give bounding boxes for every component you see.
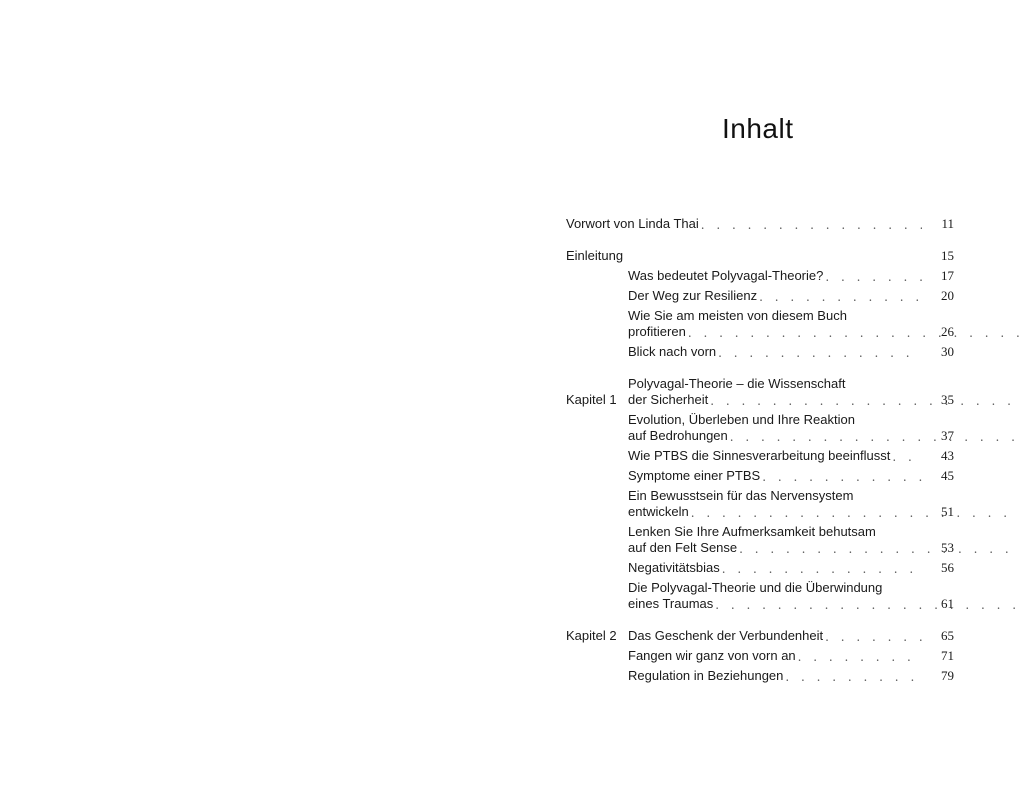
toc-chapter-row[interactable] [566, 626, 954, 646]
toc-entry-line: Ein Bewusstsein für das Nervensystem [628, 488, 854, 503]
toc-entry-line: Einleitung [566, 248, 624, 263]
toc-entry-line: eines Traumas [628, 596, 714, 611]
page-number: 53 [941, 540, 954, 555]
leader-dots [715, 598, 1020, 612]
toc-entry-line: Symptome einer PTBS [628, 468, 761, 483]
toc-entry-title [628, 376, 928, 408]
toc-entry-title [628, 648, 928, 664]
page-number: 65 [941, 628, 954, 643]
toc-entry-line: Regulation in Beziehungen [628, 668, 784, 683]
table-of-contents [566, 214, 954, 698]
toc-entry-line: auf Bedrohungen [628, 428, 728, 443]
toc-entry-row[interactable] [566, 522, 954, 558]
toc-entry-line: Vorwort von Linda Thai [566, 216, 699, 231]
page-number: 20 [941, 288, 954, 303]
page-title: Inhalt [722, 113, 794, 144]
leader-dots [730, 430, 1020, 444]
toc-entry-title [628, 268, 928, 284]
toc-entry-row[interactable] [566, 578, 954, 614]
toc-entry-title [628, 560, 928, 576]
toc-entry-title [628, 344, 928, 360]
toc-entry-title [566, 248, 928, 264]
toc-entry-title [628, 488, 928, 520]
toc-entry-line: Wie PTBS die Sinnesverarbeitung beeinflusst [628, 448, 891, 463]
page-number: 51 [941, 504, 954, 519]
page-number: 61 [941, 596, 954, 611]
toc-entry-row[interactable] [566, 342, 954, 362]
leader-dots [739, 542, 1020, 556]
toc-entry-title [628, 524, 928, 556]
page-number: 15 [941, 248, 954, 263]
toc-entry-line: Polyvagal-Theorie – die Wissenschaft [628, 376, 846, 391]
page-number: 45 [941, 468, 954, 483]
toc-section [566, 374, 954, 614]
toc-entry-line: entwickeln [628, 504, 689, 519]
leader-dots [825, 270, 922, 284]
toc-entry-line: Die Polyvagal-Theorie und die Überwindung [628, 580, 883, 595]
toc-entry-row[interactable] [566, 306, 954, 342]
toc-section [566, 214, 954, 234]
page-number: 17 [941, 268, 954, 283]
page-number: 30 [941, 344, 954, 359]
leader-dots [688, 326, 1020, 340]
toc-entry-row[interactable] [566, 486, 954, 522]
toc-entry-line: der Sicherheit [628, 392, 709, 407]
toc-entry-line: Wie Sie am meisten von diesem Buch [628, 308, 847, 323]
toc-section [566, 246, 954, 362]
chapter-label: Kapitel 1 [566, 392, 617, 407]
leader-dots [710, 394, 1020, 408]
leader-dots [718, 346, 922, 360]
toc-chapter-row[interactable] [566, 246, 954, 266]
chapter-label: Kapitel 2 [566, 628, 617, 643]
page-number: 43 [941, 448, 954, 463]
toc-entry-line: Negativitätsbias [628, 560, 720, 575]
leader-dots [785, 670, 922, 684]
leader-dots [691, 506, 1020, 520]
toc-entry-row[interactable] [566, 446, 954, 466]
toc-entry-row[interactable] [566, 558, 954, 578]
toc-entry-line: profitieren [628, 324, 686, 339]
toc-entry-line: Der Weg zur Resilienz [628, 288, 758, 303]
toc-entry-line: Was bedeutet Polyvagal-Theorie? [628, 268, 824, 283]
toc-entry-title [628, 308, 928, 340]
leader-dots [892, 450, 922, 464]
leader-dots [762, 470, 922, 484]
toc-entry-row[interactable] [566, 466, 954, 486]
page-number: 79 [941, 668, 954, 683]
toc-entry-title [628, 580, 928, 612]
toc-entry-title [566, 216, 928, 232]
toc-entry-row[interactable] [566, 286, 954, 306]
page-number: 37 [941, 428, 954, 443]
toc-entry-line: Fangen wir ganz von vorn an [628, 648, 796, 663]
toc-entry-line: Lenken Sie Ihre Aufmerksamkeit behutsam [628, 524, 876, 539]
toc-entry-line: auf den Felt Sense [628, 540, 738, 555]
toc-entry-line: Evolution, Überleben und Ihre Reaktion [628, 412, 855, 427]
toc-chapter-row[interactable] [566, 374, 954, 410]
leader-dots [701, 218, 922, 232]
toc-entry-row[interactable] [566, 646, 954, 666]
page-number: 26 [941, 324, 954, 339]
toc-entry-row[interactable] [566, 266, 954, 286]
toc-chapter-row[interactable] [566, 214, 954, 234]
leader-dots [722, 562, 922, 576]
page-number: 35 [941, 392, 954, 407]
toc-entry-line: Blick nach vorn [628, 344, 717, 359]
leader-dots [759, 290, 922, 304]
toc-entry-title [628, 448, 928, 464]
toc-entry-title [628, 412, 928, 444]
leader-dots [825, 630, 922, 644]
page-number: 71 [941, 648, 954, 663]
toc-entry-line: Das Geschenk der Verbundenheit [628, 628, 824, 643]
page-number: 56 [941, 560, 954, 575]
toc-entry-row[interactable] [566, 666, 954, 686]
toc-entry-title [628, 288, 928, 304]
toc-entry-title [628, 468, 928, 484]
toc-section [566, 626, 954, 686]
toc-entry-title [628, 628, 928, 644]
right-page-contents [510, 0, 1020, 812]
leader-dots [798, 650, 922, 664]
toc-entry-row[interactable] [566, 410, 954, 446]
page-number: 11 [941, 216, 954, 231]
toc-entry-title [628, 668, 928, 684]
